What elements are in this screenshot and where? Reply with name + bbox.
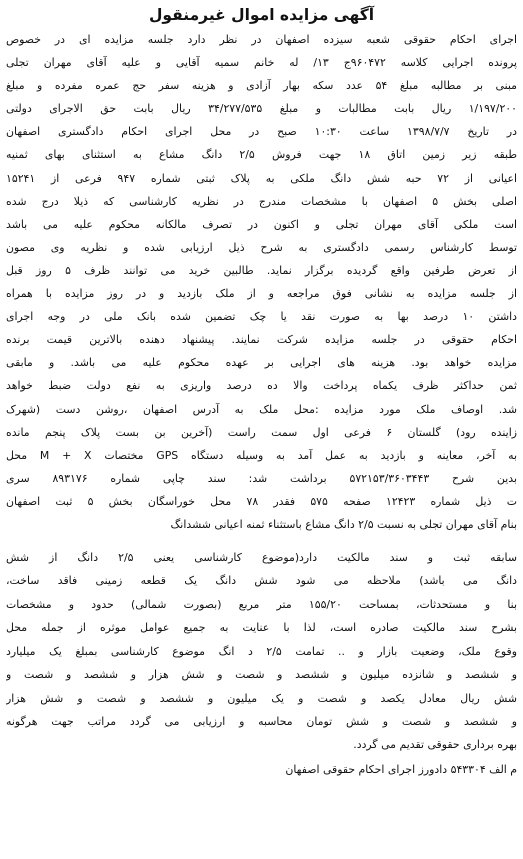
notice-text-line: بهره برداری حقوقی تقدیم می گردد. — [353, 738, 517, 752]
notice-text-line: اصلی بخش ۵ اصفهان با مشخصات مندرج در نظریه کارشناسی که ذیلا درج شده — [6, 194, 517, 208]
notice-text-line: و ششصد و شصت و شش تومان محاسبه و ارزیابی می گردد مراتب جهت هرگونه — [6, 714, 517, 728]
notice-text-line: بنام آقای مهران تجلی به نسبت ۲/۵ دانگ مشاع باستثناء ثمنه اعیانی ششدانگ — [170, 517, 517, 531]
notice-text-line: اعیانی از ۷۲ حبه شش دانگ ملکی به پلاک ثبتی شماره ۹۴۷ فرعی از ۱۵۲۴۱ — [6, 171, 517, 185]
notice-text-line: اجرای احکام حقوقی شعبه سیزده اصفهان در نظر دارد جلسه مزایده ای در خصوص — [6, 33, 517, 46]
notice-footer: م الف ۵۴۳۳۰۴ دادورز اجرای احکام حقوقی اصفهان — [285, 762, 517, 776]
notice-text-line: ۱/۱۹۷/۲۰۰ ریال بابت مطالبات و مبلغ ۳۴/۲۷۷/۵۳۵ ریال بابت حق الاجرای دولتی — [6, 102, 517, 116]
notice-text-line: در تاریخ ۱۳۹۸/۷/۷ ساعت ۱۰:۳۰ صبح در محل اجرای احکام دادگستری اصفهان — [6, 125, 517, 139]
notice-text-line: است ملکی آقای مهران تجلی و اکنون در تصرف مالکانه محکوم علیه می باشد — [6, 217, 517, 231]
notice-text-line: ثمن حداکثر ظرف یکماه پرداخت والا ده درصد واریزی به نفع دولت ضبط خواهد — [6, 379, 517, 393]
notice-text-line: از جلسه مزایده به نشانی فوق مراجعه و از ملک بازدید و در روز مزایده با همراه — [6, 287, 517, 301]
notice-text-line: بدین شرح ۵۷۲۱۵۳/۳۶۰۳۴۴۳ برداشت شد: سند چاپی شماره ۸۹۳۱۷۶ سری — [6, 471, 517, 485]
notice-body-part-2 — [6, 546, 517, 757]
notice-text-line: طبقه زیر زمین اتاق ۱۸ جهت فروش ۲/۵ دانگ مشاع به استثنای بهای ثمنیه — [6, 148, 517, 162]
notice-text-line: مزایده خواهد بود. هزینه های اجرایی بر عهده محکوم علیه می باشد. و مابقی — [6, 356, 517, 370]
notice-text-line: پرونده اجرایی کلاسه ۹۶۰۴۷۲ج ۱۳/ له خانم سمیه آقایی و علیه آقای مهران تجلی — [6, 56, 517, 70]
notice-text-line: توسط کارشناس رسمی دادگستری به شرح ذیل ارزیابی شده و نظریه وی مصون — [6, 240, 517, 254]
notice-text-line: احکام حقوقی در جلسه مزایده شرکت نمایند. پیشنهاد دهنده بالاترین قیمت برنده — [6, 333, 517, 347]
notice-body-part-1 — [6, 28, 517, 536]
notice-text-line: شش ریال معادل یکصد و شصت و یک میلیون و ششصد و شصت و شش هزار — [6, 691, 517, 705]
notice-text-line: سابقه ثبت و سند مالکیت دارد(موضوع کارشناسی یعنی ۲/۵ دانگ از شش — [6, 551, 517, 565]
notice-text-line: و ششصد و شانزده میلیون و ششصد و شصت و شش هزار و ششصد و شصت و — [6, 668, 517, 682]
notice-text-line: دانگ می باشد) ملاحظه می شود شش دانگ یک قطعه زمینی فاقد ساخت، — [6, 574, 517, 588]
notice-text-line: مبنی بر مطالبه مبلغ ۵۴ عدد سکه بهار آزادی و هزینه سفر حج عمره مفرده و مبلغ — [6, 79, 517, 93]
notice-text-line: بنا و مستحدثات، بمساحت ۱۵۵/۲۰ متر مربع (بصورت شمالی) حدود و مشخصات — [6, 597, 517, 611]
notice-text-line: بشرح سند مالکیت صادره است، لذا با عنایت به جمیع عوامل موثره از جمله محل — [6, 621, 517, 635]
notice-text-line: زاینده رود) گلستان ۶ فرعی اول سمت راست (آخرین بن بست پلاک پنجم مانده — [6, 425, 517, 439]
notice-text-line: ت ذیل شماره ۱۲۴۲۳ صفحه ۵۷۵ فقدر ۷۸ محل خوراسگان بخش ۵ ثبت اصفهان — [6, 494, 517, 508]
notice-text-line: به آخر، معاینه و بازدید به عمل آمد به وسیله دستگاه GPS مختصات M + X محل — [6, 448, 517, 462]
notice-text-line: داشتن ۱۰ درصد بها به صورت نقد یا چک تضمین شده بانک ملی در وجه اجرای — [6, 310, 517, 324]
notice-text-line: وقوع ملک، وضعیت بازار و .. تمامت ۲/۵ د انگ موضوع کارشناسی بمبلغ یک میلیارد — [6, 644, 517, 658]
notice-text-line: شد. اوصاف ملک مورد مزایده :محل ملک به آدرس اصفهان ،روشن دست (شهرک — [6, 402, 517, 416]
auction-notice — [6, 4, 517, 855]
notice-title: آگهی مزایده اموال غیرمنقول — [148, 6, 375, 24]
notice-text-line: از تعرض طرفین واقع گردیده برگزار نماید. طالبین خرید می توانند ظرف ۵ روز قبل — [6, 263, 517, 277]
